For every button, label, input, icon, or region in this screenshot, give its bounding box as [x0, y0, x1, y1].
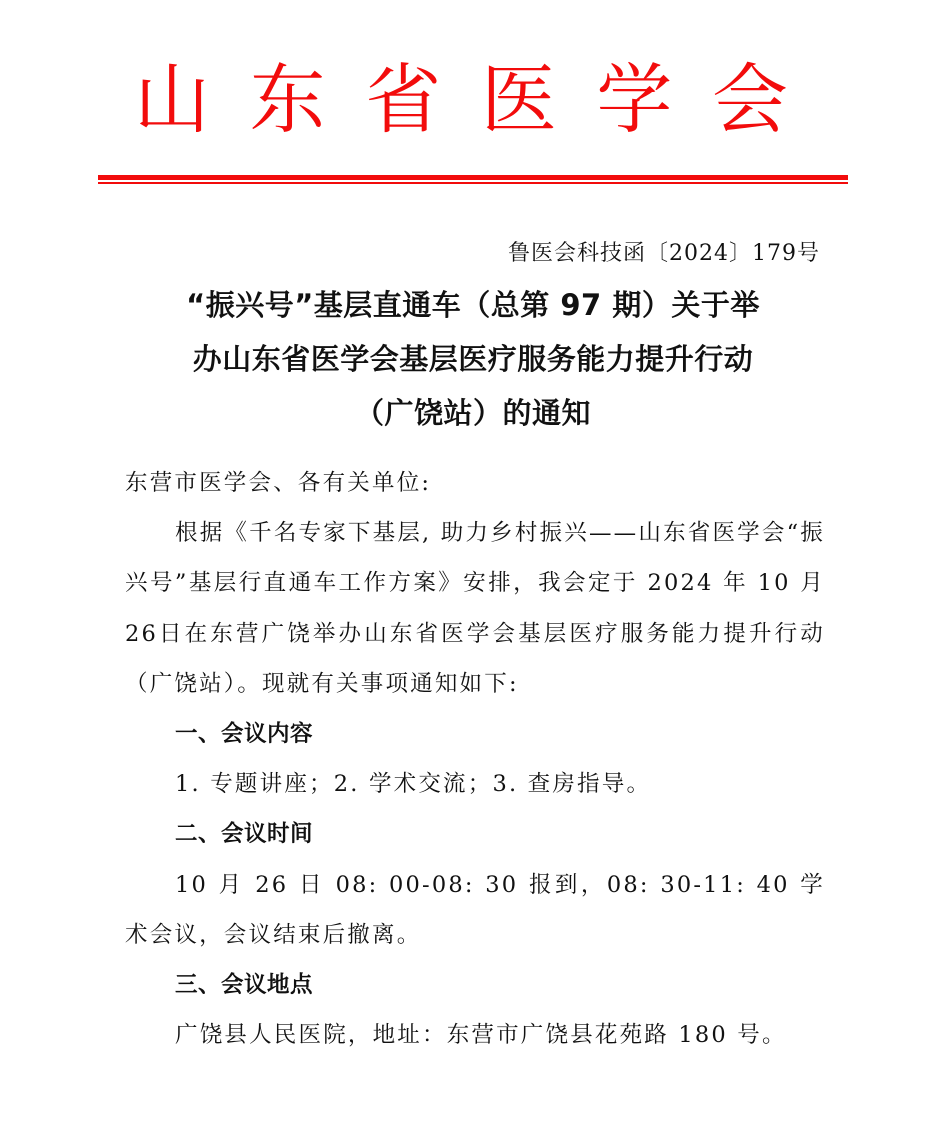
- title-line: 办山东省医学会基层医疗服务能力提升行动: [192, 342, 754, 376]
- letterhead-char: 会: [711, 55, 788, 144]
- document-title: [110, 278, 836, 440]
- title-line: （广饶站）的通知: [354, 396, 591, 430]
- section-heading-time: 二、会议时间: [175, 821, 314, 848]
- section-heading-content: 一、会议内容: [175, 721, 314, 748]
- document-number: 鲁医会科技函〔2024〕179号: [508, 241, 820, 266]
- document-body: [125, 458, 825, 1060]
- letterhead-char: 省: [365, 55, 442, 144]
- letterhead-char: 山: [134, 55, 210, 144]
- letterhead-char: 医: [480, 55, 557, 144]
- letterhead-divider-thin: [98, 182, 848, 184]
- section-text-time: 10 月 26 日 08: 00-08: 30 报到，08: 30-11: 40 学术会议，会议结束后撤离。: [125, 871, 825, 948]
- letterhead-char: 学: [596, 55, 673, 144]
- letterhead-org-name: [98, 52, 848, 148]
- section-heading-location: 三、会议地点: [175, 972, 314, 999]
- salutation: 东营市医学会、各有关单位:: [125, 470, 432, 496]
- intro-paragraph: 根据《千名专家下基层, 助力乡村振兴——山东省医学会“振兴号”基层行直通车工作方案》安排，我会定于 2024 年 10 月26日在东营广饶举办山东省医学会基层医疗服务能力提升行动（广饶站）。现就有关事项通知如下:: [125, 520, 825, 697]
- section-text-location: 广饶县人民医院，地址：东营市广饶县花苑路 180 号。: [175, 1022, 787, 1049]
- title-line: “振兴号”基层直通车（总第 97 期）关于举: [186, 288, 760, 322]
- letterhead-char: 东: [249, 55, 326, 144]
- letterhead-divider-thick: [98, 175, 848, 180]
- section-text-content: 1. 专题讲座；2. 学术交流；3. 查房指导。: [175, 771, 652, 798]
